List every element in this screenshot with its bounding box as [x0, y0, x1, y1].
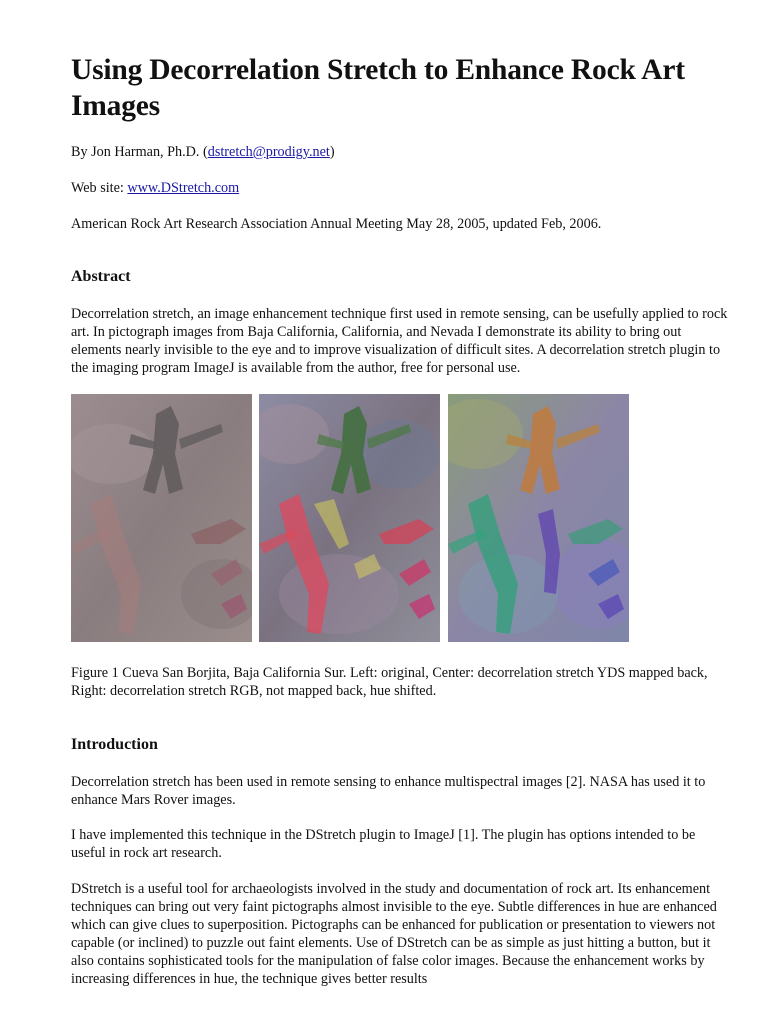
abstract-heading: Abstract — [71, 268, 131, 285]
byline-prefix: By Jon Harman, Ph.D. ( — [71, 144, 208, 160]
website-prefix: Web site: — [71, 180, 128, 196]
introduction-heading: Introduction — [71, 736, 158, 753]
intro-paragraph-1: Decorrelation stretch has been used in remote sensing to enhance multispectral images [2]. NASA has used it to enhance Mars Rover images. — [71, 774, 706, 809]
intro-paragraph-2: I have implemented this technique in the DStretch plugin to ImageJ [1]. The plugin has options intended to be useful in rock art research. — [71, 827, 696, 862]
document-title: Using Decorrelation Stretch to Enhance Rock Art Images — [71, 54, 685, 122]
byline-suffix: ) — [329, 144, 335, 160]
figure-image-rgb-stretch — [448, 394, 629, 642]
intro-paragraph-3: DStretch is a useful tool for archaeologists involved in the study and documentation of rock art. Its enhancement techniques can bring out very faint pictographs almost invisible to the eye. Subtle differences in hue are enhanced which can give clues to superposition. Pictographs can be enhanced for publication or presentation to viewers not capable (or inclined) to puzzle out faint elements. Use of DStretch can be as simple as just hitting a button, but it also contains sophisticated tools for the manipulation of false color images. Because the enhancement works by increasing differences in hue, the technique gives better results — [71, 881, 717, 988]
figure-caption: Figure 1 Cueva San Borjita, Baja California Sur. Left: original, Center: decorrelation stretch YDS mapped back, Right: decorrelation stretch RGB, not mapped back, hue shifted. — [71, 665, 708, 700]
website-line — [71, 179, 239, 197]
figure-image-original — [71, 394, 252, 642]
byline — [71, 143, 335, 161]
author-email-link[interactable]: dstretch@prodigy.net — [207, 144, 330, 160]
meeting-line: American Rock Art Research Association Annual Meeting May 28, 2005, updated Feb, 2006. — [71, 216, 602, 232]
figure-images — [71, 394, 631, 642]
abstract-text: Decorrelation stretch, an image enhancement technique first used in remote sensing, can be usefully applied to rock art. In pictograph images from Baja California, California, and Nevada I demonstrate its ability to bring out elements nearly invisible to the eye and to improve visualization of difficult sites. A decorrelation stretch plugin to the imaging program ImageJ is available from the author, free for personal use. — [71, 306, 728, 377]
figure-image-yds-stretch — [259, 394, 440, 642]
website-link[interactable]: www.DStretch.com — [127, 180, 240, 196]
